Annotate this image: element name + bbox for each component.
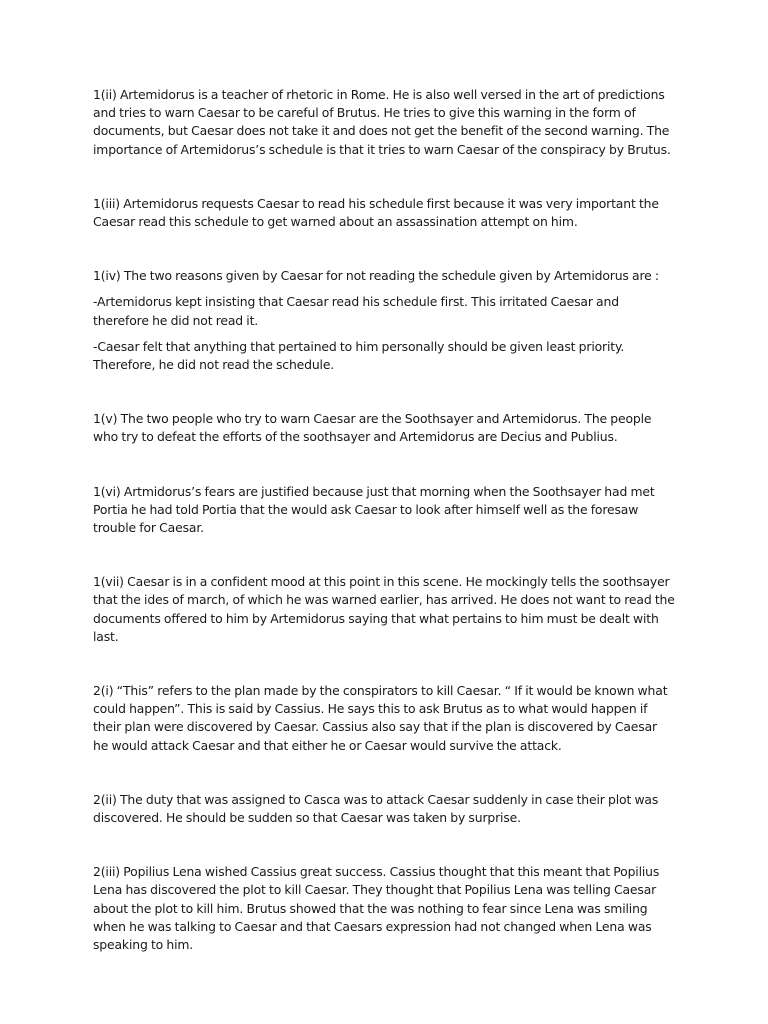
answer-1-iv-reason-2: -Caesar felt that anything that pertained to him personally should be given least priority. Therefore, he did not read the schedule.	[93, 338, 625, 373]
answer-2-iii: 2(iii) Popilius Lena wished Cassius great success. Cassius thought that this meant that Popilius Lena has discovered the plot to kill Caesar. They thought that Popilius Lena was telling Caesar about the plot to kill him. Brutus showed that the was nothing to fear since Lena was smiling when he was talking to Caesar and that Caesars expression had not changed when Lena was speaking to him.	[93, 864, 660, 953]
spacer	[93, 231, 675, 267]
spacer	[93, 537, 675, 573]
spacer	[93, 447, 675, 483]
spacer	[93, 755, 675, 791]
answer-1-ii: 1(ii) Artemidorus is a teacher of rhetoric in Rome. He is also well versed in the art of predictions and tries to warn Caesar to be careful of Brutus. He tries to give this warning in the form of documents, but Caesar does not take it and does not get the benefit of the second warning. The importance of Artemidorus’s schedule is that it tries to warn Caesar of the conspiracy by Brutus.	[93, 87, 671, 157]
spacer	[93, 646, 675, 682]
document-page	[93, 86, 675, 954]
answer-1-iv-intro: 1(iv) The two reasons given by Caesar for not reading the schedule given by Artemidorus are :	[93, 268, 659, 284]
spacer	[93, 159, 675, 195]
answer-1-iii: 1(iii) Artemidorus requests Caesar to read his schedule first because it was very important the Caesar read this schedule to get warned about an assassination attempt on him.	[93, 195, 659, 230]
answer-1-iv-reason-1: -Artemidorus kept insisting that Caesar read his schedule first. This irritated Caesar and therefore he did not read it.	[93, 294, 619, 328]
spacer	[93, 827, 675, 863]
spacer	[93, 330, 675, 338]
answer-1-v: 1(v) The two people who try to warn Caesar are the Soothsayer and Artemidorus. The people who try to defeat the efforts of the soothsayer and Artemidorus are Decius and Publius.	[93, 411, 652, 445]
answer-2-i: 2(i) “This” refers to the plan made by the conspirators to kill Caesar. “ If it would be known what could happen”. This is said by Cassius. He says this to ask Brutus as to what would happen if their plan were discovered by Caesar. Cassius also say that if the plan is discovered by Caesar he would attack Caesar and that either he or Caesar would survive the attack.	[93, 683, 668, 753]
spacer	[93, 374, 675, 410]
answer-1-vii: 1(vii) Caesar is in a confident mood at this point in this scene. He mockingly tells the soothsayer that the ides of march, of which he was warned earlier, has arrived. He does not want to read the documents offered to him by Artemidorus saying that what pertains to him must be dealt with last.	[93, 574, 675, 644]
answer-1-vi: 1(vi) Artmidorus’s fears are justified because just that morning when the Soothsayer had met Portia he had told Portia that the would ask Caesar to look after himself well as the foresaw trouble for Caesar.	[93, 483, 655, 536]
answer-2-ii: 2(ii) The duty that was assigned to Casca was to attack Caesar suddenly in case their plot was discovered. He should be sudden so that Caesar was taken by surprise.	[93, 791, 659, 826]
spacer	[93, 285, 675, 293]
